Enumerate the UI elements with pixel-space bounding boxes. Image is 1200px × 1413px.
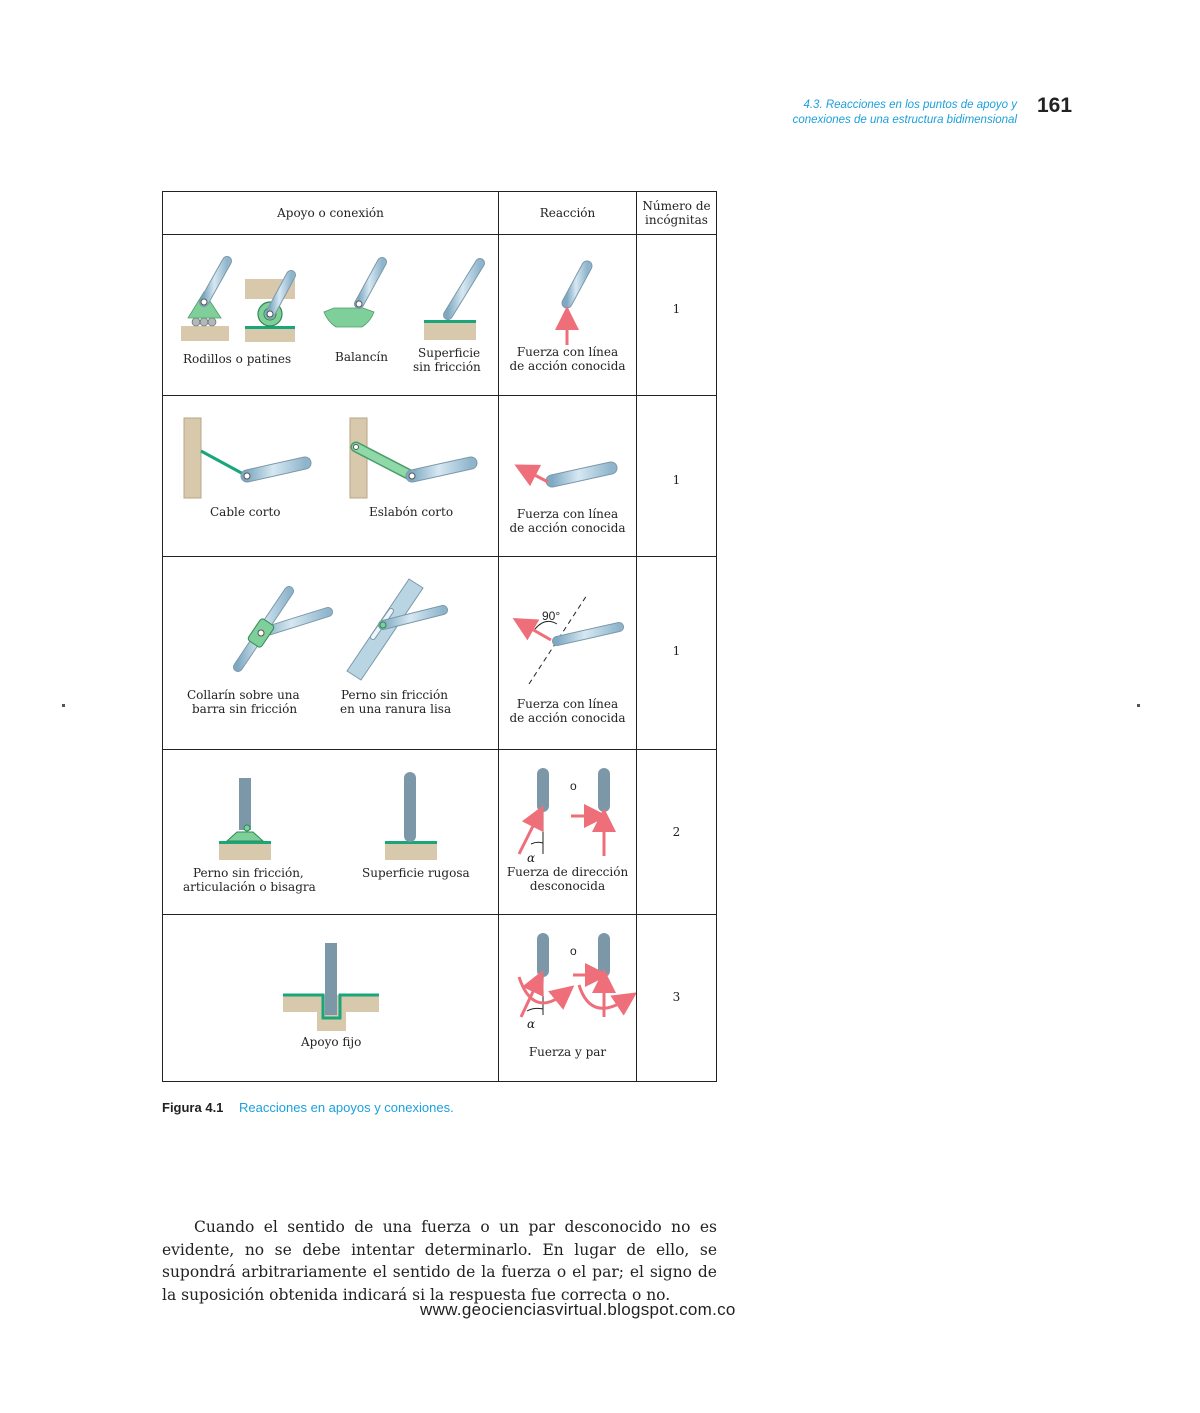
angle-arc — [531, 842, 543, 844]
unknowns-cell — [637, 750, 717, 915]
reaction-label-1: Fuerza de dirección — [506, 865, 629, 879]
pin-icon — [354, 445, 359, 450]
angle-alpha-label: α — [527, 1017, 536, 1031]
or-label: o — [570, 944, 577, 958]
wall-block — [350, 418, 367, 498]
reaction-label-2: desconocida — [529, 879, 606, 893]
bar-member — [247, 463, 305, 476]
label-frictionless-surface-2: sin fricción — [413, 360, 481, 374]
unknowns-count: 1 — [672, 473, 681, 487]
bar-member — [412, 463, 471, 476]
ground-block — [424, 322, 476, 340]
reaction-label-1: Fuerza y par — [528, 1045, 607, 1059]
reaction-cell — [499, 396, 637, 557]
label-collar-2: barra sin fricción — [192, 702, 298, 716]
bar-member — [567, 266, 587, 303]
header-unknowns-line-1: Número de — [642, 199, 711, 213]
ground-block — [245, 329, 295, 342]
ground-block — [219, 843, 271, 860]
running-head-line-1: 4.3. Reacciones en los puntos de apoyo y — [803, 99, 1017, 111]
label-short-link: Eslabón corto — [369, 505, 454, 519]
figure-title: Reacciones en apoyos y conexiones. — [239, 1100, 454, 1115]
support-cell — [163, 396, 499, 557]
unknowns-cell — [637, 557, 717, 750]
running-head — [793, 98, 1017, 128]
table-row — [163, 396, 717, 557]
figure-caption — [162, 1100, 454, 1115]
reaction-cell — [499, 915, 637, 1082]
wall-block — [184, 418, 201, 498]
label-slot-2: en una ranura lisa — [340, 702, 452, 716]
bar-member — [204, 261, 227, 302]
roller-icon — [200, 318, 208, 326]
pin-icon — [267, 311, 273, 317]
support-cell — [163, 750, 499, 915]
reaction-cell — [499, 750, 637, 915]
margin-mark-right — [1137, 704, 1140, 707]
collar-slot-illustration — [163, 557, 498, 749]
or-label: o — [570, 779, 577, 793]
angle-label: 90° — [542, 609, 561, 623]
watermark-url: www.geocienciasvirtual.blogspot.com.co — [420, 1300, 736, 1319]
pin-icon — [356, 301, 362, 307]
pin-icon — [258, 630, 264, 636]
cable-icon — [201, 451, 247, 476]
pin-icon — [201, 299, 207, 305]
label-rocker: Balancín — [335, 350, 388, 364]
figure-number: Figura 4.1 — [162, 1100, 224, 1115]
pin-icon — [244, 825, 250, 831]
support-cell — [163, 235, 499, 396]
label-rollers: Rodillos o patines — [183, 352, 292, 366]
reaction-label-2: de acción conocida — [509, 711, 626, 725]
table-row — [163, 915, 717, 1082]
label-slot-1: Perno sin fricción — [341, 688, 448, 702]
angle-alpha-label: α — [527, 851, 536, 865]
support-cell — [163, 557, 499, 750]
force-arrow-icon — [519, 816, 538, 854]
cable-link-illustration — [163, 396, 498, 556]
header-support: Apoyo o conexión — [163, 192, 499, 235]
support-reactions-table — [162, 191, 717, 1082]
page-number: 161 — [1037, 94, 1073, 117]
header-unknowns — [637, 192, 717, 235]
reaction-label-2: de acción conocida — [509, 359, 626, 373]
bar-member — [359, 262, 382, 304]
roller-icon — [208, 318, 216, 326]
unknowns-cell — [637, 915, 717, 1082]
label-pin-hinge-1: Perno sin fricción, — [193, 866, 304, 880]
surface-line — [424, 320, 476, 323]
label-rough-surface: Superficie rugosa — [362, 866, 470, 880]
table-row — [163, 750, 717, 915]
body-paragraph: Cuando el sentido de una fuerza o un par desconocido no es evidente, no se debe intentar determinarlo. En lugar de ello, se supondrá arbitrariamente el sentido de la fuerza o el par; el signo de la suposición obtenida indicará si la respuesta fue correcta o no. — [162, 1218, 717, 1304]
pin-icon — [380, 622, 386, 628]
table-row — [163, 557, 717, 750]
unknowns-cell — [637, 396, 717, 557]
unknowns-cell — [637, 235, 717, 396]
margin-mark-left — [62, 704, 65, 707]
hinge-bracket-icon — [227, 832, 263, 841]
ground-block — [181, 326, 229, 341]
pin-icon — [409, 473, 415, 479]
pin-icon — [244, 473, 250, 479]
reaction-label-1: Fuerza con línea — [516, 697, 619, 711]
reaction-label-2: de acción conocida — [509, 521, 626, 535]
unknowns-count: 2 — [672, 825, 681, 839]
label-short-cable: Cable corto — [210, 505, 281, 519]
force-arrow-icon — [525, 470, 548, 482]
couple-arrow-icon — [519, 977, 565, 1003]
ground-block — [385, 843, 437, 860]
unknowns-count: 3 — [672, 990, 681, 1004]
reaction-label-1: Fuerza con línea — [516, 507, 619, 521]
bar-member — [448, 263, 480, 315]
unknowns-count: 1 — [672, 644, 681, 658]
running-head-line-2: conexiones de una estructura bidimensional — [792, 114, 1017, 126]
label-frictionless-surface-1: Superficie — [418, 346, 481, 360]
label-pin-hinge-2: articulación o bisagra — [183, 880, 316, 894]
rocker-icon — [324, 308, 374, 327]
header-unknowns-line-2: incógnitas — [645, 213, 708, 227]
fixed-support-illustration — [163, 915, 498, 1081]
reaction-label-1: Fuerza con línea — [516, 345, 619, 359]
table-row — [163, 235, 717, 396]
reaction-cell — [499, 235, 637, 396]
table-header-row — [163, 192, 717, 235]
label-fixed-support: Apoyo fijo — [301, 1035, 362, 1049]
support-cell — [163, 915, 499, 1082]
header-reaction: Reacción — [499, 192, 637, 235]
bar-member — [552, 468, 611, 481]
unknowns-count: 1 — [672, 302, 681, 316]
angle-arc — [527, 1008, 543, 1011]
label-collar-1: Collarín sobre una — [187, 688, 300, 702]
roller-icon — [192, 318, 200, 326]
reaction-cell — [499, 557, 637, 750]
